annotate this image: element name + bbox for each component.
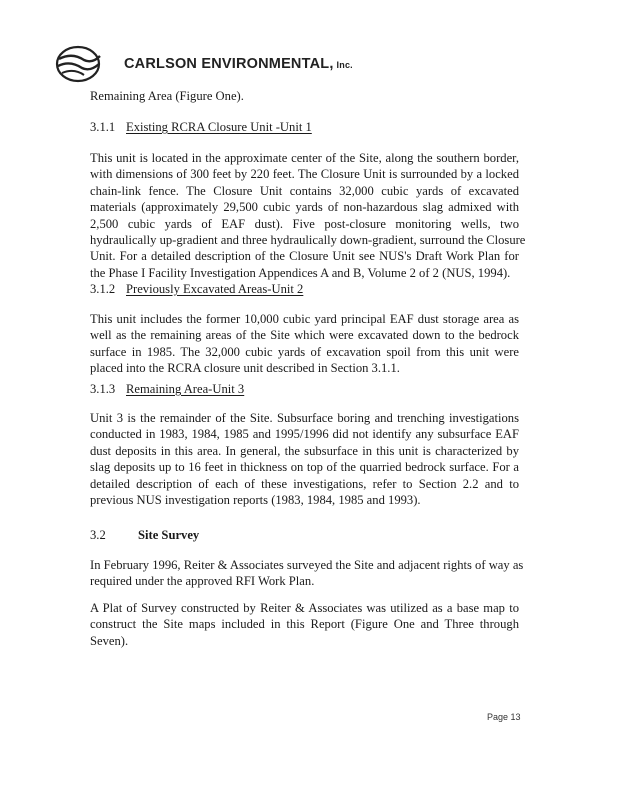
text-line: Seven). <box>90 633 129 648</box>
paragraph-3-1-1 <box>90 150 526 281</box>
text-line: with dimensions of 300 feet by 220 feet. The Closure Unit is surrounded by a locked <box>90 167 519 182</box>
text-line: chain-link fence. The Closure Unit contains 32,000 cubic yards of excavated <box>90 183 519 198</box>
text-line: hydraulically up-gradient and three hydraulically down-gradient, surround the Closure <box>90 233 526 248</box>
intro-text: Remaining Area (Figure One). <box>90 89 244 103</box>
text-line: materials (approximately 29,500 cubic yards of non-hazardous slag admixed with <box>90 200 519 215</box>
text-line: previous NUS investigation reports (1983, 1984, 1985 and 1993). <box>90 493 421 508</box>
text-line: the Phase I Facility Investigation Appendices A and B, Volume 2 of 2 (NUS, 1994). <box>90 265 511 280</box>
heading-3-1-3: 3.1.3 Remaining Area-Unit 3 <box>90 382 245 396</box>
text-line: In February 1996, Reiter & Associates surveyed the Site and adjacent rights of way as <box>90 558 524 572</box>
text-line: conducted in 1983, 1984, 1985 and 1995/1996 did not identify any subsurface EAF <box>90 427 519 442</box>
text-line: Unit 3 is the remainder of the Site. Subsurface boring and trenching investigations <box>90 411 519 425</box>
text-line: placed into the RCRA closure unit described in Section 3.1.1. <box>90 361 400 376</box>
paragraph-3-2-b <box>90 600 519 649</box>
company-logo-icon <box>54 44 102 84</box>
company-name: CARLSON ENVIRONMENTAL, Inc. <box>124 56 353 72</box>
text-line: A Plat of Survey constructed by Reiter & Associates was utilized as a base map to <box>90 601 519 615</box>
text-line: Unit. For a detailed description of the Closure Unit see NUS's Draft Work Plan for <box>90 249 519 264</box>
text-line: This unit includes the former 10,000 cubic yard principal EAF dust storage area as <box>90 312 519 326</box>
text-line: required under the approved RFI Work Plan. <box>90 574 315 589</box>
text-line: This unit is located in the approximate center of the Site, along the southern border, <box>90 151 519 165</box>
text-line: detailed description of each of these investigations, refer to Section 2.2 and to <box>90 476 519 491</box>
heading-3-1-1: 3.1.1 Existing RCRA Closure Unit -Unit 1 <box>90 120 312 134</box>
text-line: dust deposits in this area. In general, the subsurface in this unit is characterized by <box>90 443 519 458</box>
heading-3-1-2: 3.1.2 Previously Excavated Areas-Unit 2 <box>90 282 304 296</box>
heading-3-2: 3.2 Site Survey <box>90 528 200 542</box>
text-line: construct the Site maps included in this Report (Figure One and Three through <box>90 617 519 632</box>
paragraph-3-1-3 <box>90 410 519 508</box>
text-line: slag deposits up to 16 feet in thickness on top of the quarried bedrock surface. For a <box>90 460 519 475</box>
text-line: 2,500 cubic yards of EAF dust). Five post-closure monitoring wells, two <box>90 216 519 231</box>
paragraph-3-2-a <box>90 557 524 590</box>
text-line: well as the remaining areas of the Site which were excavated down to the bedrock <box>90 328 519 343</box>
paragraph-3-1-2 <box>90 311 519 377</box>
page-number: Page 13 <box>487 712 521 722</box>
text-line: surface in 1985. The 32,000 cubic yards of excavation spoil from this unit were <box>90 344 519 359</box>
